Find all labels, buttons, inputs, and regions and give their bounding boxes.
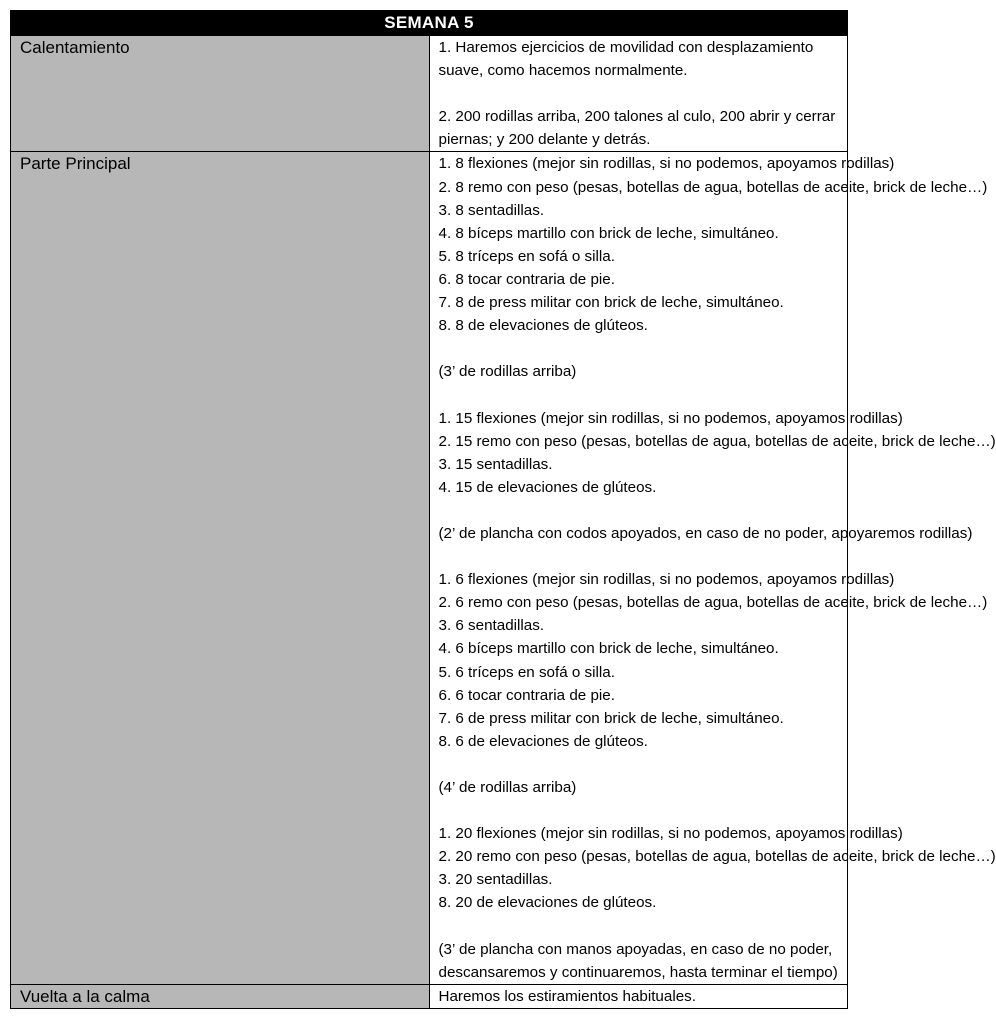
warmup-content bbox=[429, 36, 848, 152]
exercise-line: 5. 8 tríceps en sofá o silla. bbox=[438, 247, 615, 265]
exercise-line: 3. 15 sentadillas. bbox=[438, 455, 553, 473]
exercise-line: 1. 20 flexiones (mejor sin rodillas, si no podemos, apoyamos rodillas) bbox=[438, 825, 903, 843]
exercise-line: 1. 15 flexiones (mejor sin rodillas, si no podemos, apoyamos rodillas) bbox=[438, 409, 903, 427]
exercise-line: 5. 6 tríceps en sofá o silla. bbox=[438, 663, 615, 681]
blank-line bbox=[439, 499, 842, 522]
exercise-line: 8. 20 de elevaciones de glúteos. bbox=[438, 894, 657, 912]
exercise-line: 2. 15 remo con peso (pesas, botellas de agua, botellas de aceite, brick de leche…) bbox=[438, 432, 996, 450]
blank-line bbox=[439, 915, 842, 938]
exercise-line: 4. 6 bíceps martillo con brick de leche, simultáneo. bbox=[438, 640, 779, 658]
warmup-row bbox=[11, 36, 848, 152]
exercise-line: 2. 6 remo con peso (pesas, botellas de agua, botellas de aceite, brick de leche…) bbox=[438, 594, 988, 612]
exercise-line: (4’ de rodillas arriba) bbox=[438, 779, 577, 796]
title-row bbox=[11, 11, 848, 36]
blank-line bbox=[439, 337, 842, 360]
main-content bbox=[429, 152, 996, 984]
exercise-line: 6. 6 tocar contraria de pie. bbox=[438, 686, 615, 704]
exercise-line: 1. 8 flexiones (mejor sin rodillas, si no podemos, apoyamos rodillas) bbox=[438, 155, 895, 173]
workout-sheet bbox=[10, 10, 996, 1009]
main-row bbox=[11, 152, 848, 984]
exercise-line: 1. Haremos ejercicios de movilidad con desplazamiento suave, como hacemos normalmente. bbox=[438, 39, 814, 80]
exercise-line: (3’ de rodillas arriba) bbox=[438, 363, 577, 381]
exercise-line: 2. 8 remo con peso (pesas, botellas de agua, botellas de aceite, brick de leche…) bbox=[438, 178, 988, 196]
exercise-line: 4. 15 de elevaciones de glúteos. bbox=[438, 478, 657, 496]
exercise-line: 8. 6 de elevaciones de glúteos. bbox=[438, 732, 648, 750]
workout-table bbox=[10, 10, 996, 1009]
cooldown-content bbox=[429, 984, 848, 1008]
exercise-line: 4. 8 bíceps martillo con brick de leche, simultáneo. bbox=[438, 224, 779, 242]
week-title: SEMANA 5 bbox=[11, 11, 848, 36]
exercise-line: Haremos los estiramientos habituales. bbox=[438, 987, 696, 1005]
blank-line bbox=[439, 383, 842, 406]
exercise-line: (2’ de plancha con codos apoyados, en caso de no poder, apoyaremos rodillas) bbox=[438, 524, 973, 542]
exercise-line: 3. 6 sentadillas. bbox=[438, 617, 545, 635]
exercise-line: 2. 20 remo con peso (pesas, botellas de agua, botellas de aceite, brick de leche…) bbox=[438, 848, 996, 866]
blank-line bbox=[439, 799, 842, 822]
main-label: Parte Principal bbox=[11, 152, 430, 984]
blank-line bbox=[439, 82, 842, 105]
exercise-line: (3’ de plancha con manos apoyadas, en caso de no poder, descansaremos y continuaremos, hasta terminar el tiempo) bbox=[438, 940, 838, 981]
cooldown-label: Vuelta a la calma bbox=[11, 984, 430, 1008]
exercise-line: 3. 8 sentadillas. bbox=[438, 201, 545, 219]
exercise-line: 2. 200 rodillas arriba, 200 talones al culo, 200 abrir y cerrar piernas; y 200 delante y detrás. bbox=[438, 108, 836, 149]
exercise-line: 7. 8 de press militar con brick de leche, simultáneo. bbox=[438, 294, 784, 312]
exercise-line: 7. 6 de press militar con brick de leche, simultáneo. bbox=[438, 709, 784, 727]
exercise-line: 1. 6 flexiones (mejor sin rodillas, si no podemos, apoyamos rodillas) bbox=[438, 571, 895, 589]
blank-line bbox=[439, 753, 842, 776]
cooldown-row bbox=[11, 984, 848, 1008]
blank-line bbox=[439, 545, 842, 568]
warmup-label: Calentamiento bbox=[11, 36, 430, 152]
exercise-line: 6. 8 tocar contraria de pie. bbox=[438, 270, 615, 288]
exercise-line: 3. 20 sentadillas. bbox=[438, 871, 553, 889]
exercise-line: 8. 8 de elevaciones de glúteos. bbox=[438, 317, 648, 335]
